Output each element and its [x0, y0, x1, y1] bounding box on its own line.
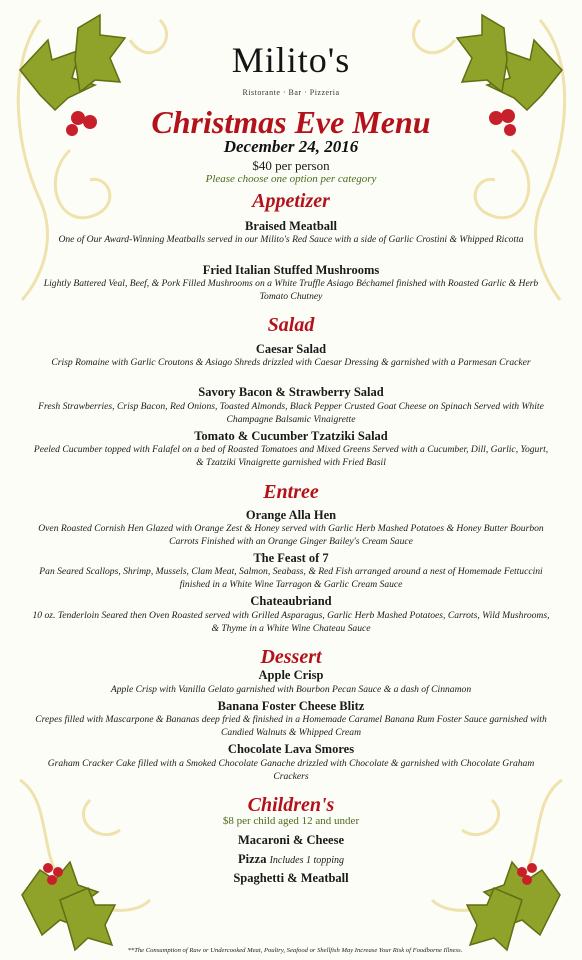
- item-name: Banana Foster Cheese Blitz: [217, 699, 365, 713]
- disclaimer: **The Consumption of Raw or Undercooked Meat, Poultry, Seafood or Shellfish May Increase Your Risk of Foodborne Illness.: [127, 947, 463, 954]
- item-description: Fresh Strawberries, Crisp Bacon, Red Onions, Toasted Almonds, Black Pepper Crusted Goat Cheese on Spinach Served with White Champagne Balsamic Vinaigrette: [38, 401, 544, 425]
- item-name: Braised Meatball: [244, 219, 337, 233]
- item-description: Apple Crisp with Vanilla Gelato garnished with Bourbon Pecan Sauce & a dash of Cinnamon: [110, 684, 472, 695]
- section-title-appetizer: Appetizer: [252, 190, 330, 212]
- item-description: Pan Seared Scallops, Shrimp, Mussels, Clam Meat, Salmon, Seabass, & Red Fish arranged around a nest of Homemade Fettuccini finished in a White Wine Tarragon & Garlic Cream Sauce: [39, 566, 543, 590]
- item-description: Crisp Romaine with Garlic Croutons & Asiago Shreds drizzled with Caesar Dressing & garnished with a Parmesan Cracker: [51, 357, 531, 368]
- item-name: Macaroni & Cheese: [238, 833, 344, 847]
- item-name: Spaghetti & Meatball: [233, 871, 349, 885]
- item-name: Chocolate Lava Smores: [227, 742, 355, 756]
- item-description: Oven Roasted Cornish Hen Glazed with Orange Zest & Honey served with Garlic Herb Mashed Potatoes & Honey Butter Bourbon Carrots Finished with an Orange Ginger Bailey's Cream Sauce: [38, 523, 544, 547]
- item-name: Fried Italian Stuffed Mushrooms: [202, 263, 380, 277]
- childrens-item: [0, 852, 582, 867]
- item-note: Includes 1 topping: [269, 855, 345, 866]
- section-title-entree: Entree: [263, 481, 319, 503]
- menu-price: $40 per person: [252, 158, 330, 173]
- item-name: Savory Bacon & Strawberry Salad: [198, 385, 384, 399]
- item-description: 10 oz. Tenderloin Seared then Oven Roasted served with Grilled Asparagus, Garlic Herb Mashed Potatoes, Carrots, Wild Mushrooms, & Thyme in a White Wine Chateau Sauce: [32, 610, 550, 634]
- childrens-item: [0, 871, 582, 886]
- item-name: Apple Crisp: [258, 668, 324, 682]
- childrens-price: $8 per child aged 12 and under: [222, 815, 360, 827]
- item-description: Lightly Battered Veal, Beef, & Pork Filled Mushrooms on a White Truffle Asiago Béchamel finished with Roasted Garlic & Herb Tomato Chutney: [43, 278, 539, 302]
- item-description: Crepes filled with Mascarpone & Bananas deep fried & finished in a Homemade Caramel Banana Rum Foster Sauce garnished with Candied Walnuts & Whipped Cream: [35, 714, 547, 738]
- item-name: Chateaubriand: [250, 594, 332, 608]
- menu-title: Christmas Eve Menu: [151, 104, 431, 140]
- logo-tagline: Ristorante · Bar · Pizzeria: [242, 88, 340, 97]
- section-title-dessert: Dessert: [260, 646, 322, 668]
- item-name: The Feast of 7: [253, 551, 329, 565]
- item-description: Peeled Cucumber topped with Falafel on a bed of Roasted Tomatoes and Mixed Greens Served with a Cucumber, Dill, Garlic, Yogurt, & Tzatziki Vinaigrette garnished with Fried Basil: [33, 444, 549, 468]
- section-title-childrens: Children's: [247, 794, 335, 816]
- item-name: Pizza: [237, 852, 267, 866]
- childrens-item: [0, 833, 582, 848]
- item-name: Tomato & Cucumber Tzatziki Salad: [194, 429, 388, 443]
- item-name: Caesar Salad: [255, 342, 327, 356]
- menu-note: Please choose one option per category: [205, 173, 377, 185]
- section-title-salad: Salad: [267, 314, 315, 336]
- menu-date: December 24, 2016: [223, 137, 359, 156]
- item-description: Graham Cracker Cake filled with a Smoked Chocolate Ganache drizzled with Chocolate & garnished with Chocolate Graham Crackers: [47, 758, 535, 782]
- restaurant-logo: Milito's: [231, 40, 351, 80]
- item-name: Orange Alla Hen: [245, 508, 337, 522]
- item-description: One of Our Award-Winning Meatballs served in our Milito's Red Sauce with a side of Garlic Crostini & Whipped Ricotta: [58, 234, 524, 245]
